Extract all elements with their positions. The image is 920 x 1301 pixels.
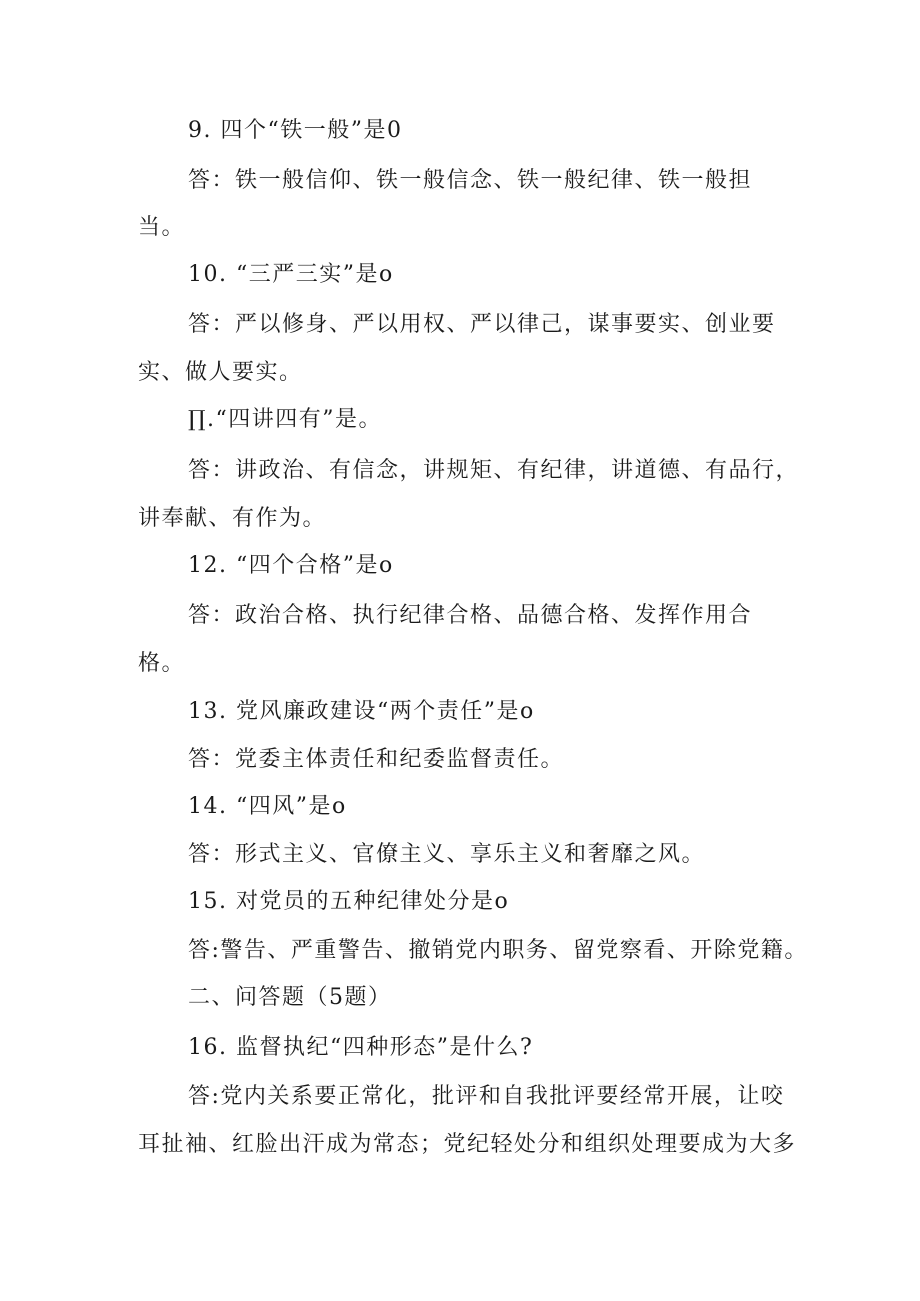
- answer-9-line-2: 当。: [138, 215, 186, 240]
- question-15: 15. 对党员的五种纪律处分是o: [188, 889, 510, 914]
- section-heading-qa: 二、问答题（5题）: [188, 985, 392, 1010]
- answer-9-line-1: 答：铁一般信仰、铁一般信念、铁一般纪律、铁一般担: [188, 168, 753, 193]
- answer-11-line-2: 讲奉献、有作为。: [138, 506, 327, 531]
- question-9: 9. 四个“铁一般”是0: [188, 118, 403, 143]
- answer-12-line-1: 答：政治合格、执行纪律合格、品德合格、发挥作用合: [188, 603, 753, 628]
- answer-16-line-2: 耳扯袖、红脸出汗成为常态；党纪轻处分和组织处理要成为大多: [138, 1132, 797, 1157]
- question-10: 10. “三严三实”是o: [188, 262, 394, 287]
- answer-15: 答:警告、严重警告、撤销党内职务、留党察看、开除党籍。: [188, 938, 808, 963]
- answer-12-line-2: 格。: [138, 651, 186, 676]
- answer-14: 答：形式主义、官僚主义、享乐主义和奢靡之风。: [188, 842, 706, 867]
- answer-16-line-1: 答:党内关系要正常化，批评和自我批评要经常开展，让咬: [188, 1084, 785, 1109]
- answer-11-line-1: 答：讲政治、有信念，讲规矩、有纪律，讲道德、有品行，: [188, 458, 800, 483]
- question-13: 13. 党风廉政建设“两个责任”是o: [188, 699, 535, 724]
- question-11: ∏.“四讲四有”是。: [188, 407, 382, 432]
- answer-13: 答：党委主体责任和纪委监督责任。: [188, 747, 565, 772]
- question-16: 16. 监督执纪“四种形态”是什么?: [188, 1035, 534, 1060]
- question-14: 14. “四风”是o: [188, 794, 347, 819]
- answer-10-line-1: 答：严以修身、严以用权、严以律己，谋事要实、创业要: [188, 312, 776, 337]
- question-12: 12. “四个合格”是o: [188, 553, 394, 578]
- answer-10-line-2: 实、做人要实。: [138, 360, 303, 385]
